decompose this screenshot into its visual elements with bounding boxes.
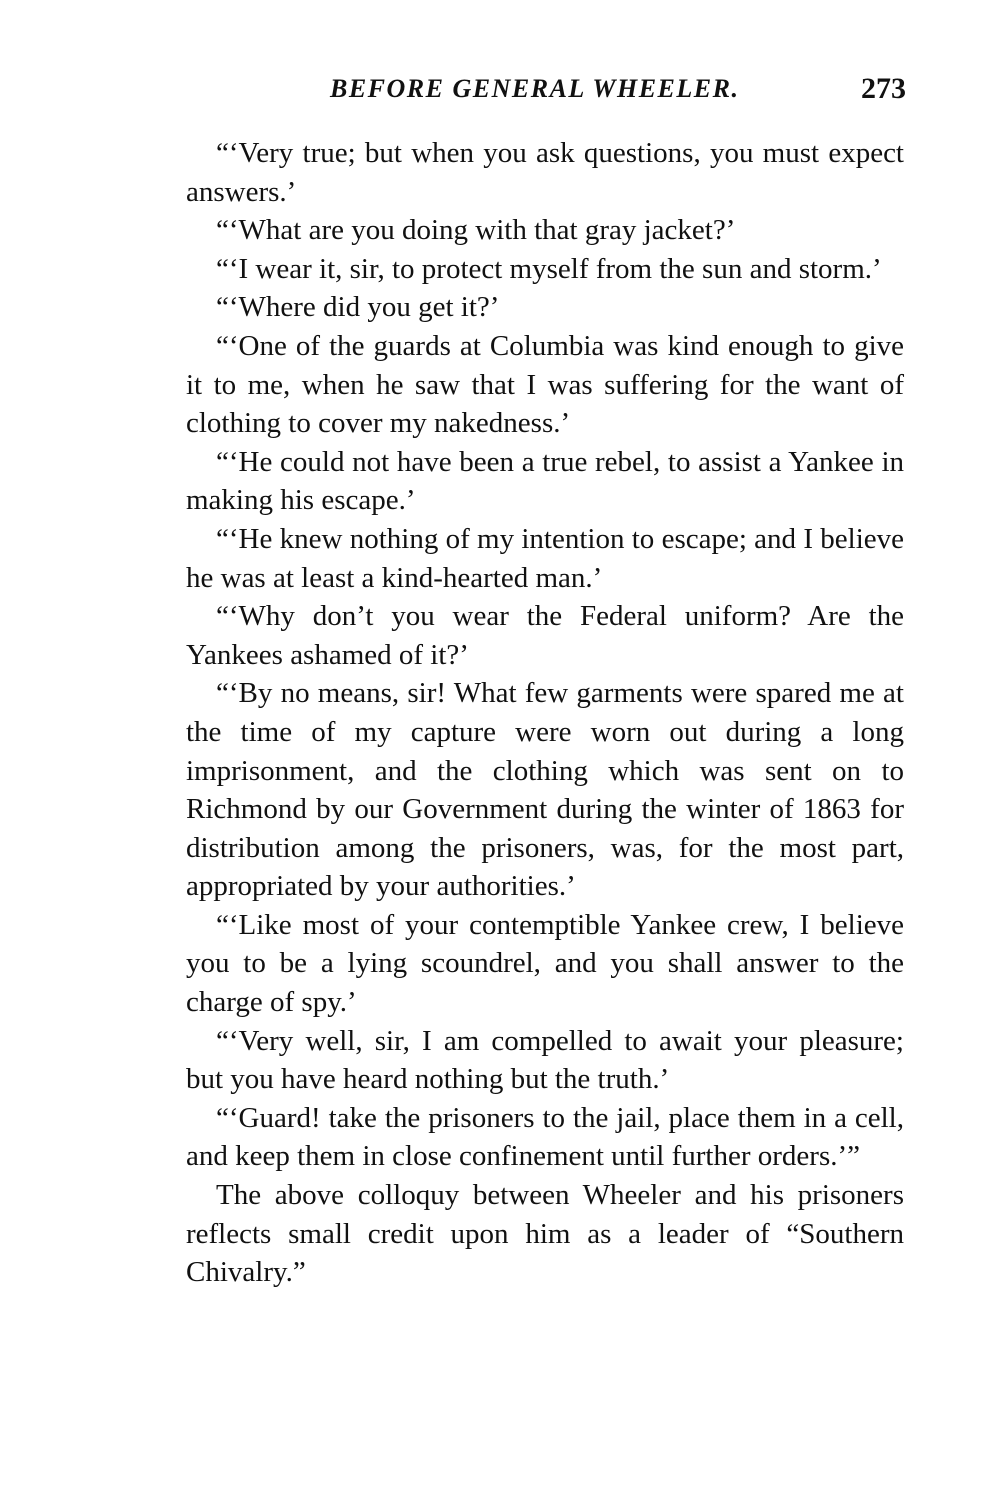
body-text — [186, 134, 904, 1292]
paragraph: “‘Very well, sir, I am compelled to await your pleasure; but you have heard nothing but the truth.’ — [186, 1024, 904, 1096]
paragraph: “‘By no means, sir! What few garments were spared me at the time of my capture were worn out during a long imprisonment, and the clothing which was sent on to Richmond by our Government during the winter of 1863 for distribution among the prisoners, was, for the most part, appropriated by your authorities.’ — [186, 677, 904, 903]
paragraph: “‘Guard! take the prisoners to the jail, place them in a cell, and keep them in close confinement until further orders.’” — [186, 1101, 904, 1173]
paragraph: “‘Like most of your contemptible Yankee crew, I believe you to be a lying scoundrel, and you shall answer to the charge of spy.’ — [186, 908, 904, 1019]
paragraph: “‘What are you doing with that gray jacket?’ — [216, 214, 736, 247]
paragraph: “‘He could not have been a true rebel, to assist a Yankee in making his escape.’ — [186, 445, 904, 517]
paragraph: “‘Very true; but when you ask questions, you must expect answers.’ — [186, 137, 904, 208]
running-header — [186, 74, 908, 114]
paragraph: “‘One of the guards at Columbia was kind enough to give it to me, when he saw that I was suffering for the want of clothing to cover my nakedness.’ — [186, 329, 904, 440]
running-title: BEFORE GENERAL WHEELER. — [330, 74, 740, 103]
paragraph: The above colloquy between Wheeler and his prisoners reflects small credit upon him as a leader of “Southern Chivalry.” — [186, 1179, 904, 1289]
paragraph: “‘I wear it, sir, to protect myself from the sun and storm.’ — [216, 252, 882, 285]
paragraph: “‘He knew nothing of my intention to escape; and I believe he was at least a kind-hearted man.’ — [186, 522, 904, 594]
page-number: 273 — [861, 72, 906, 105]
paragraph: “‘Where did you get it?’ — [216, 291, 500, 324]
paragraph: “‘Why don’t you wear the Federal uniform? Are the Yankees ashamed of it?’ — [186, 600, 904, 671]
